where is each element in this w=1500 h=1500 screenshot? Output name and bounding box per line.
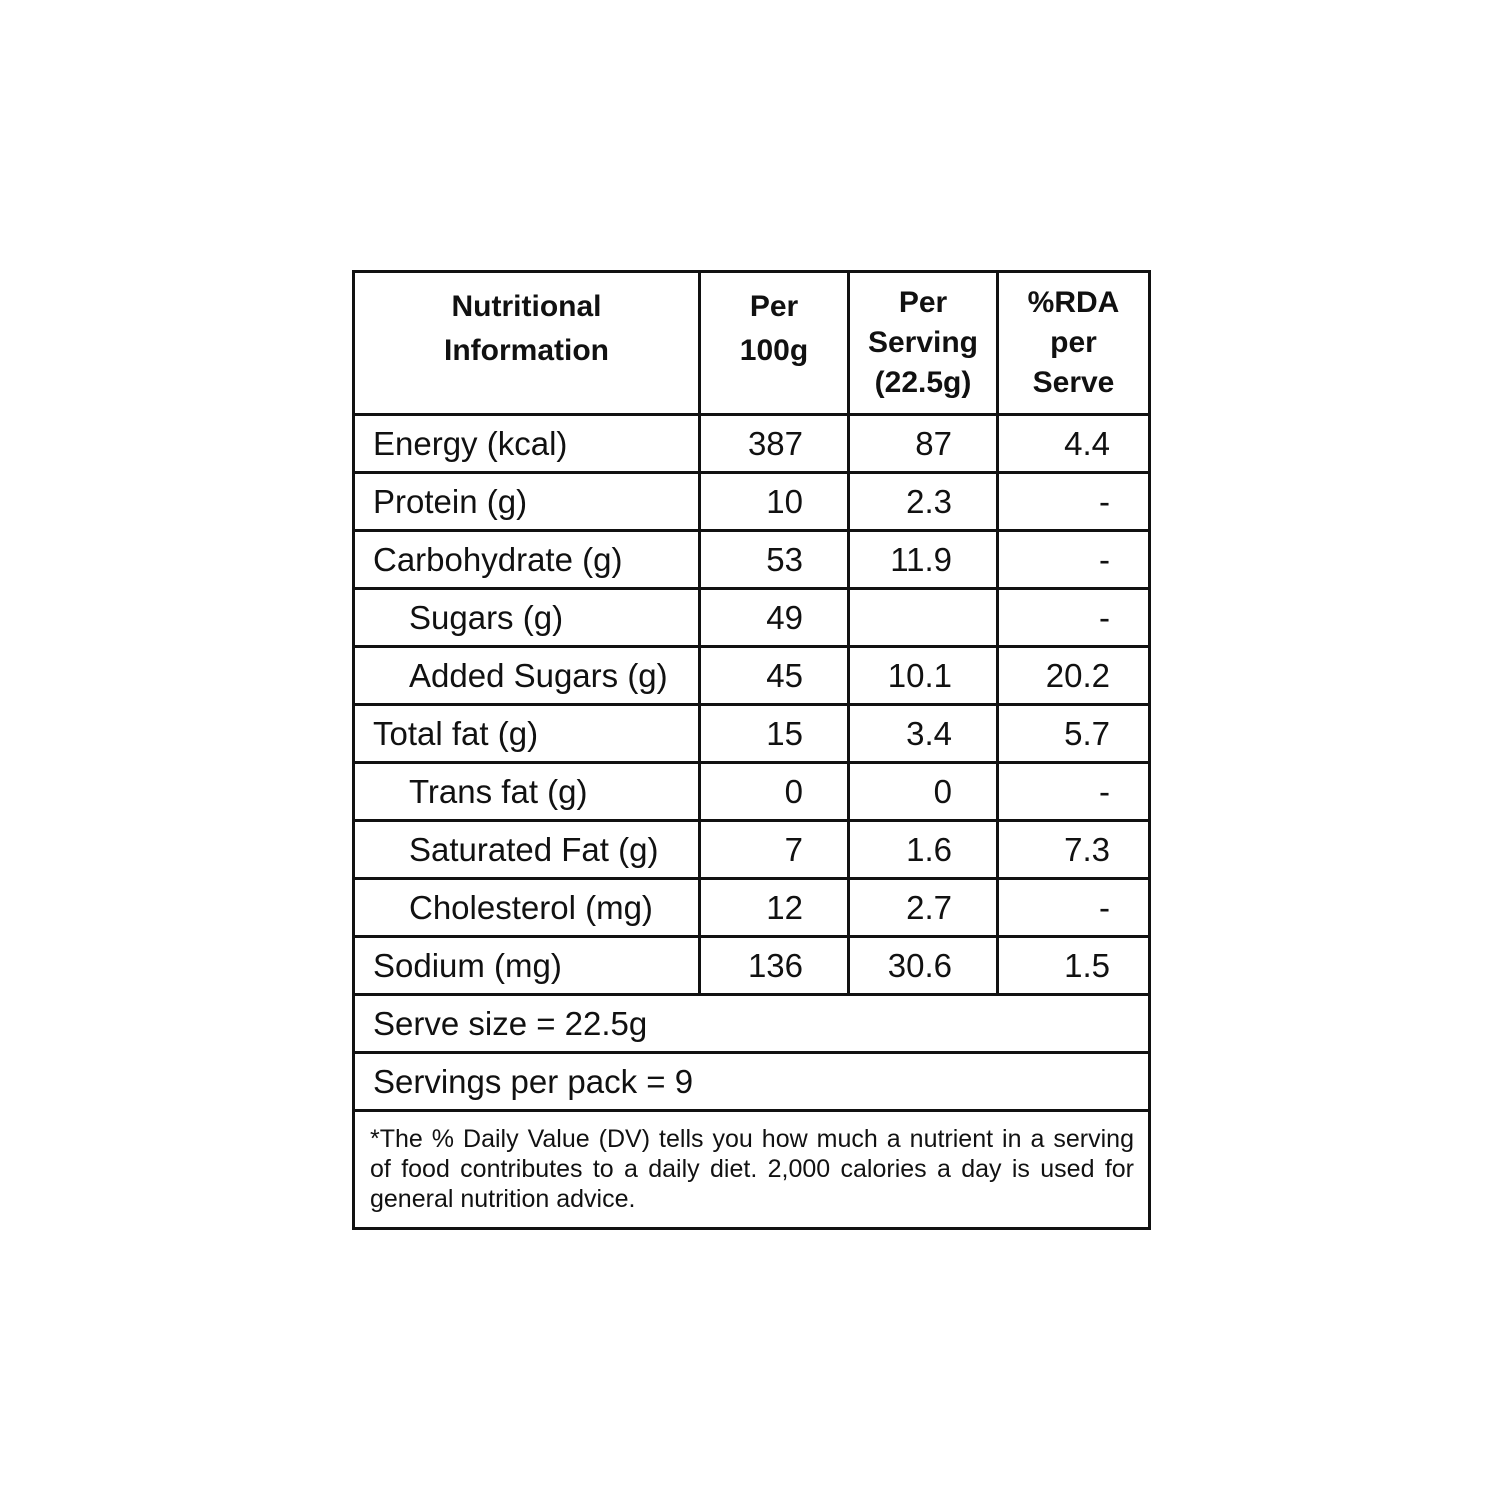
nutrient-name: Added Sugars (g)	[354, 647, 700, 705]
value-per-serving: 2.7	[849, 879, 998, 937]
value-per-serving: 2.3	[849, 473, 998, 531]
value-rda: -	[998, 473, 1150, 531]
header-serving-line-1: Per	[898, 286, 948, 319]
value-per-100g: 10	[700, 473, 849, 531]
header-serving-line-2: Serving	[867, 326, 979, 359]
value-per-100g: 0	[700, 763, 849, 821]
value-rda: 5.7	[998, 705, 1150, 763]
table-row	[354, 531, 1150, 589]
table-row	[354, 647, 1150, 705]
serve-size-text: Serve size = 22.5g	[354, 995, 1150, 1053]
value-rda: -	[998, 879, 1150, 937]
servings-per-pack-row	[354, 1053, 1150, 1111]
value-per-100g: 53	[700, 531, 849, 589]
header-nutritional-information	[354, 272, 700, 415]
value-per-serving: 1.6	[849, 821, 998, 879]
value-per-serving: 11.9	[849, 531, 998, 589]
value-per-serving: 87	[849, 415, 998, 473]
nutrient-name: Sugars (g)	[354, 589, 700, 647]
value-per-100g: 45	[700, 647, 849, 705]
value-rda: -	[998, 589, 1150, 647]
nutrient-name: Total fat (g)	[354, 705, 700, 763]
value-rda: 7.3	[998, 821, 1150, 879]
value-rda: 1.5	[998, 937, 1150, 995]
value-per-100g: 387	[700, 415, 849, 473]
header-rda-line-2: per	[1050, 326, 1097, 359]
value-rda: 20.2	[998, 647, 1150, 705]
table-row	[354, 473, 1150, 531]
footnote-row	[354, 1111, 1150, 1229]
nutrient-name: Saturated Fat (g)	[354, 821, 700, 879]
table-row	[354, 763, 1150, 821]
nutrient-name: Protein (g)	[354, 473, 700, 531]
header-per100-line-1: Per	[749, 290, 799, 323]
nutrient-name: Sodium (mg)	[354, 937, 700, 995]
value-per-serving: 30.6	[849, 937, 998, 995]
header-rda-line-3: Serve	[1032, 366, 1115, 399]
table-row	[354, 415, 1150, 473]
header-rda-line-1: %RDA	[1027, 286, 1120, 319]
header-per-100g	[700, 272, 849, 415]
table-row	[354, 589, 1150, 647]
header-name-line-1: Nutritional	[451, 290, 602, 323]
value-rda: -	[998, 531, 1150, 589]
nutrition-table	[352, 270, 1151, 1230]
value-per-100g: 15	[700, 705, 849, 763]
header-per100-line-2: 100g	[739, 334, 809, 367]
table-row	[354, 821, 1150, 879]
value-rda: 4.4	[998, 415, 1150, 473]
table-row	[354, 879, 1150, 937]
header-per-serving	[849, 272, 998, 415]
nutrient-name: Carbohydrate (g)	[354, 531, 700, 589]
value-per-serving: 3.4	[849, 705, 998, 763]
daily-value-footnote: *The % Daily Value (DV) tells you how much a nutrient in a serving of food contributes to a daily diet. 2,000 calories a day is used for general nutrition advice.	[354, 1111, 1150, 1229]
value-rda: -	[998, 763, 1150, 821]
serve-size-row	[354, 995, 1150, 1053]
nutrient-name: Energy (kcal)	[354, 415, 700, 473]
servings-per-pack-text: Servings per pack = 9	[354, 1053, 1150, 1111]
table-row	[354, 937, 1150, 995]
value-per-100g: 12	[700, 879, 849, 937]
value-per-100g: 49	[700, 589, 849, 647]
value-per-100g: 7	[700, 821, 849, 879]
header-row	[354, 272, 1150, 415]
value-per-serving: 0	[849, 763, 998, 821]
header-rda-per-serve	[998, 272, 1150, 415]
table-row	[354, 705, 1150, 763]
nutrient-name: Trans fat (g)	[354, 763, 700, 821]
header-name-line-2: Information	[444, 334, 609, 367]
nutrient-name: Cholesterol (mg)	[354, 879, 700, 937]
value-per-serving	[849, 589, 998, 647]
nutrition-facts-panel	[352, 270, 1148, 1230]
value-per-100g: 136	[700, 937, 849, 995]
header-serving-line-3: (22.5g)	[874, 366, 972, 399]
value-per-serving: 10.1	[849, 647, 998, 705]
